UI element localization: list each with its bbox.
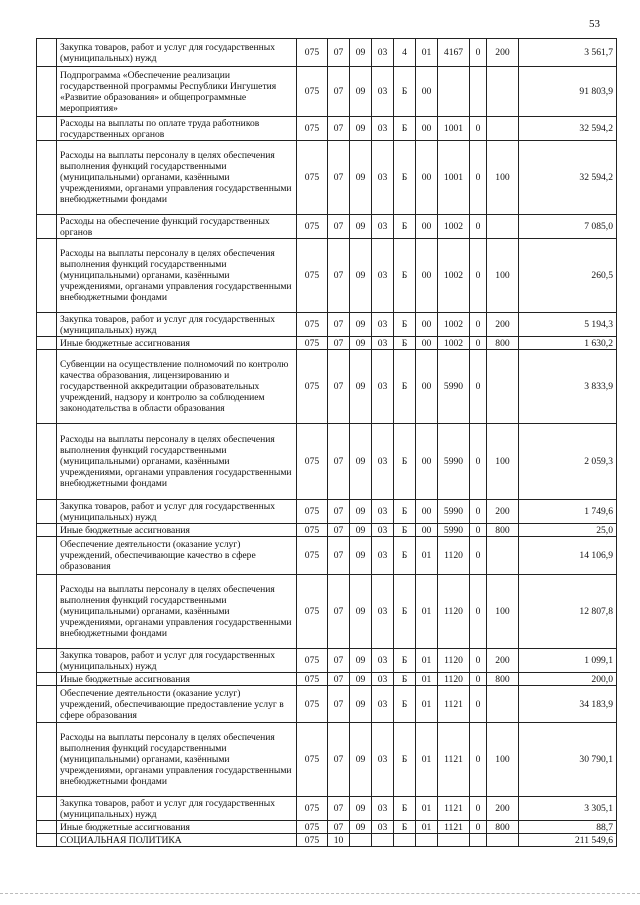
- section-code-cell: 07: [328, 39, 350, 67]
- subsection-code-cell: 09: [350, 797, 372, 821]
- subsection-code-cell: 09: [350, 313, 372, 337]
- row-margin-cell: [37, 239, 57, 313]
- page-number: 53: [589, 18, 600, 30]
- section-code-cell: 10: [328, 834, 350, 847]
- row-name-cell: Иные бюджетные ассигнования: [57, 821, 297, 834]
- direction-code-cell: 4167: [438, 39, 470, 67]
- direction-code-cell: 1121: [438, 723, 470, 797]
- sub-code-cell: 0: [470, 337, 487, 350]
- row-margin-cell: [37, 215, 57, 239]
- table-row: [37, 39, 617, 67]
- program-code-cell: 03: [372, 500, 394, 524]
- event-code-cell: 01: [416, 575, 438, 649]
- subsection-code-cell: 09: [350, 673, 372, 686]
- program-code-cell: 03: [372, 424, 394, 500]
- direction-code-cell: 1121: [438, 821, 470, 834]
- program-code-cell: 03: [372, 117, 394, 141]
- sub-code-cell: 0: [470, 141, 487, 215]
- expense-type-code-cell: 100: [487, 424, 519, 500]
- row-name-cell: Расходы на выплаты по оплате труда работников государственных органов: [57, 117, 297, 141]
- amount-cell: 25,0: [519, 524, 617, 537]
- section-code-cell: 07: [328, 723, 350, 797]
- row-name-cell: Иные бюджетные ассигнования: [57, 673, 297, 686]
- subprogram-code-cell: Б: [394, 797, 416, 821]
- expense-type-code-cell: 200: [487, 313, 519, 337]
- ministry-code-cell: 075: [297, 215, 328, 239]
- expense-type-code-cell: 200: [487, 797, 519, 821]
- table-row: [37, 575, 617, 649]
- ministry-code-cell: 075: [297, 575, 328, 649]
- row-margin-cell: [37, 821, 57, 834]
- event-code-cell: 00: [416, 141, 438, 215]
- sub-code-cell: 0: [470, 649, 487, 673]
- table-row: [37, 141, 617, 215]
- subsection-code-cell: [350, 834, 372, 847]
- section-code-cell: 07: [328, 575, 350, 649]
- amount-cell: 7 085,0: [519, 215, 617, 239]
- ministry-code-cell: 075: [297, 797, 328, 821]
- ministry-code-cell: 075: [297, 313, 328, 337]
- subprogram-code-cell: Б: [394, 575, 416, 649]
- sub-code-cell: 0: [470, 673, 487, 686]
- table-row: [37, 337, 617, 350]
- ministry-code-cell: 075: [297, 39, 328, 67]
- subsection-code-cell: 09: [350, 424, 372, 500]
- ministry-code-cell: 075: [297, 500, 328, 524]
- expense-type-code-cell: [487, 834, 519, 847]
- row-margin-cell: [37, 797, 57, 821]
- section-code-cell: 07: [328, 524, 350, 537]
- expense-type-code-cell: [487, 215, 519, 239]
- program-code-cell: 03: [372, 723, 394, 797]
- row-name-cell: Иные бюджетные ассигнования: [57, 337, 297, 350]
- row-margin-cell: [37, 686, 57, 723]
- section-code-cell: 07: [328, 141, 350, 215]
- ministry-code-cell: 075: [297, 649, 328, 673]
- ministry-code-cell: 075: [297, 723, 328, 797]
- row-name-cell: Обеспечение деятельности (оказание услуг) учреждений, обеспечивающие качество в сфере образования: [57, 537, 297, 575]
- expense-type-code-cell: 800: [487, 821, 519, 834]
- sub-code-cell: 0: [470, 215, 487, 239]
- ministry-code-cell: 075: [297, 673, 328, 686]
- ministry-code-cell: 075: [297, 337, 328, 350]
- table-row: [37, 524, 617, 537]
- expense-type-code-cell: 800: [487, 673, 519, 686]
- amount-cell: 3 305,1: [519, 797, 617, 821]
- table-row: [37, 67, 617, 117]
- subsection-code-cell: 09: [350, 686, 372, 723]
- program-code-cell: 03: [372, 39, 394, 67]
- subprogram-code-cell: Б: [394, 821, 416, 834]
- program-code-cell: 03: [372, 239, 394, 313]
- row-name-cell: Расходы на обеспечение функций государственных органов: [57, 215, 297, 239]
- table-row: [37, 673, 617, 686]
- section-code-cell: 07: [328, 350, 350, 424]
- event-code-cell: 01: [416, 649, 438, 673]
- sub-code-cell: 0: [470, 797, 487, 821]
- row-name-cell: Подпрограмма «Обеспечение реализации государственной программы Республики Ингушетия «Развитие образования» и общепрограммные мероприятия»: [57, 67, 297, 117]
- row-name-cell: СОЦИАЛЬНАЯ ПОЛИТИКА: [57, 834, 297, 847]
- subsection-code-cell: 09: [350, 524, 372, 537]
- subsection-code-cell: 09: [350, 337, 372, 350]
- sub-code-cell: 0: [470, 575, 487, 649]
- event-code-cell: 00: [416, 313, 438, 337]
- event-code-cell: 00: [416, 524, 438, 537]
- row-margin-cell: [37, 723, 57, 797]
- direction-code-cell: [438, 834, 470, 847]
- program-code-cell: 03: [372, 575, 394, 649]
- expense-type-code-cell: 100: [487, 575, 519, 649]
- table-row: [37, 821, 617, 834]
- table-row: [37, 215, 617, 239]
- subprogram-code-cell: Б: [394, 117, 416, 141]
- subsection-code-cell: 09: [350, 723, 372, 797]
- subprogram-code-cell: 4: [394, 39, 416, 67]
- table-row: [37, 834, 617, 847]
- subprogram-code-cell: Б: [394, 649, 416, 673]
- subprogram-code-cell: Б: [394, 524, 416, 537]
- table-row: [37, 723, 617, 797]
- ministry-code-cell: 075: [297, 537, 328, 575]
- ministry-code-cell: 075: [297, 524, 328, 537]
- expense-type-code-cell: [487, 537, 519, 575]
- row-name-cell: Расходы на выплаты персоналу в целях обеспечения выполнения функций государственными (муниципальными) органами, казёнными учреждениями, органами управления государственными внебюджетными фондами: [57, 723, 297, 797]
- expense-type-code-cell: 100: [487, 723, 519, 797]
- amount-cell: 1 749,6: [519, 500, 617, 524]
- direction-code-cell: 1002: [438, 313, 470, 337]
- direction-code-cell: 1120: [438, 673, 470, 686]
- row-margin-cell: [37, 313, 57, 337]
- section-code-cell: 07: [328, 117, 350, 141]
- subprogram-code-cell: Б: [394, 500, 416, 524]
- direction-code-cell: 1002: [438, 215, 470, 239]
- direction-code-cell: 1120: [438, 575, 470, 649]
- event-code-cell: 00: [416, 67, 438, 117]
- sub-code-cell: 0: [470, 537, 487, 575]
- expense-type-code-cell: 200: [487, 39, 519, 67]
- page-bottom-edge: [0, 893, 640, 894]
- amount-cell: 260,5: [519, 239, 617, 313]
- row-margin-cell: [37, 117, 57, 141]
- direction-code-cell: 1002: [438, 239, 470, 313]
- row-name-cell: Закупка товаров, работ и услуг для государственных (муниципальных) нужд: [57, 649, 297, 673]
- table-row: [37, 649, 617, 673]
- budget-table: [36, 38, 617, 847]
- subprogram-code-cell: Б: [394, 313, 416, 337]
- section-code-cell: 07: [328, 337, 350, 350]
- subsection-code-cell: 09: [350, 821, 372, 834]
- subprogram-code-cell: Б: [394, 723, 416, 797]
- event-code-cell: 00: [416, 239, 438, 313]
- subsection-code-cell: 09: [350, 239, 372, 313]
- subprogram-code-cell: Б: [394, 337, 416, 350]
- subsection-code-cell: 09: [350, 537, 372, 575]
- direction-code-cell: 1120: [438, 537, 470, 575]
- budget-table-body: [37, 39, 617, 847]
- expense-type-code-cell: 100: [487, 239, 519, 313]
- section-code-cell: 07: [328, 215, 350, 239]
- expense-type-code-cell: [487, 67, 519, 117]
- subsection-code-cell: 09: [350, 575, 372, 649]
- subprogram-code-cell: Б: [394, 239, 416, 313]
- amount-cell: 14 106,9: [519, 537, 617, 575]
- event-code-cell: 01: [416, 537, 438, 575]
- expense-type-code-cell: [487, 686, 519, 723]
- amount-cell: 5 194,3: [519, 313, 617, 337]
- table-row: [37, 797, 617, 821]
- event-code-cell: [416, 834, 438, 847]
- event-code-cell: 00: [416, 350, 438, 424]
- subsection-code-cell: 09: [350, 215, 372, 239]
- subsection-code-cell: 09: [350, 350, 372, 424]
- row-margin-cell: [37, 649, 57, 673]
- subsection-code-cell: 09: [350, 39, 372, 67]
- direction-code-cell: 1121: [438, 686, 470, 723]
- table-row: [37, 239, 617, 313]
- amount-cell: 34 183,9: [519, 686, 617, 723]
- table-row: [37, 313, 617, 337]
- program-code-cell: 03: [372, 215, 394, 239]
- row-margin-cell: [37, 673, 57, 686]
- table-row: [37, 500, 617, 524]
- section-code-cell: 07: [328, 673, 350, 686]
- amount-cell: 88,7: [519, 821, 617, 834]
- sub-code-cell: 0: [470, 723, 487, 797]
- subsection-code-cell: 09: [350, 117, 372, 141]
- amount-cell: 3 833,9: [519, 350, 617, 424]
- direction-code-cell: 1121: [438, 797, 470, 821]
- ministry-code-cell: 075: [297, 350, 328, 424]
- section-code-cell: 07: [328, 649, 350, 673]
- subprogram-code-cell: Б: [394, 537, 416, 575]
- program-code-cell: 03: [372, 67, 394, 117]
- subsection-code-cell: 09: [350, 649, 372, 673]
- amount-cell: 2 059,3: [519, 424, 617, 500]
- section-code-cell: 07: [328, 424, 350, 500]
- row-name-cell: Расходы на выплаты персоналу в целях обеспечения выполнения функций государственными (муниципальными) органами, казёнными учреждениями, органами управления государственными внебюджетными фондами: [57, 141, 297, 215]
- section-code-cell: 07: [328, 686, 350, 723]
- row-name-cell: Закупка товаров, работ и услуг для государственных (муниципальных) нужд: [57, 39, 297, 67]
- ministry-code-cell: 075: [297, 239, 328, 313]
- event-code-cell: 01: [416, 723, 438, 797]
- row-name-cell: Расходы на выплаты персоналу в целях обеспечения выполнения функций государственными (муниципальными) органами, казёнными учреждениями, органами управления государственными внебюджетными фондами: [57, 575, 297, 649]
- row-margin-cell: [37, 524, 57, 537]
- direction-code-cell: 5990: [438, 424, 470, 500]
- sub-code-cell: 0: [470, 313, 487, 337]
- subprogram-code-cell: Б: [394, 673, 416, 686]
- ministry-code-cell: 075: [297, 424, 328, 500]
- section-code-cell: 07: [328, 537, 350, 575]
- program-code-cell: [372, 834, 394, 847]
- amount-cell: 211 549,6: [519, 834, 617, 847]
- subsection-code-cell: 09: [350, 67, 372, 117]
- sub-code-cell: 0: [470, 117, 487, 141]
- event-code-cell: 00: [416, 337, 438, 350]
- subsection-code-cell: 09: [350, 141, 372, 215]
- row-name-cell: Иные бюджетные ассигнования: [57, 524, 297, 537]
- program-code-cell: 03: [372, 337, 394, 350]
- direction-code-cell: 1001: [438, 117, 470, 141]
- event-code-cell: 01: [416, 821, 438, 834]
- expense-type-code-cell: 800: [487, 524, 519, 537]
- amount-cell: 12 807,8: [519, 575, 617, 649]
- ministry-code-cell: 075: [297, 141, 328, 215]
- program-code-cell: 03: [372, 537, 394, 575]
- row-margin-cell: [37, 39, 57, 67]
- sub-code-cell: 0: [470, 424, 487, 500]
- amount-cell: 30 790,1: [519, 723, 617, 797]
- expense-type-code-cell: [487, 117, 519, 141]
- amount-cell: 1 630,2: [519, 337, 617, 350]
- section-code-cell: 07: [328, 67, 350, 117]
- row-margin-cell: [37, 337, 57, 350]
- amount-cell: 91 803,9: [519, 67, 617, 117]
- program-code-cell: 03: [372, 797, 394, 821]
- ministry-code-cell: 075: [297, 686, 328, 723]
- table-row: [37, 350, 617, 424]
- amount-cell: 32 594,2: [519, 141, 617, 215]
- program-code-cell: 03: [372, 350, 394, 424]
- subprogram-code-cell: Б: [394, 215, 416, 239]
- event-code-cell: 00: [416, 215, 438, 239]
- sub-code-cell: 0: [470, 500, 487, 524]
- sub-code-cell: 0: [470, 350, 487, 424]
- row-margin-cell: [37, 834, 57, 847]
- section-code-cell: 07: [328, 239, 350, 313]
- expense-type-code-cell: [487, 350, 519, 424]
- program-code-cell: 03: [372, 649, 394, 673]
- table-row: [37, 117, 617, 141]
- sub-code-cell: [470, 67, 487, 117]
- program-code-cell: 03: [372, 673, 394, 686]
- amount-cell: 200,0: [519, 673, 617, 686]
- program-code-cell: 03: [372, 313, 394, 337]
- row-margin-cell: [37, 575, 57, 649]
- program-code-cell: 03: [372, 686, 394, 723]
- amount-cell: 32 594,2: [519, 117, 617, 141]
- program-code-cell: 03: [372, 524, 394, 537]
- event-code-cell: 00: [416, 500, 438, 524]
- event-code-cell: 01: [416, 673, 438, 686]
- sub-code-cell: 0: [470, 821, 487, 834]
- row-name-cell: Расходы на выплаты персоналу в целях обеспечения выполнения функций государственными (муниципальными) органами, казёнными учреждениями, органами управления государственными внебюджетными фондами: [57, 424, 297, 500]
- amount-cell: 1 099,1: [519, 649, 617, 673]
- expense-type-code-cell: 200: [487, 500, 519, 524]
- expense-type-code-cell: 800: [487, 337, 519, 350]
- row-name-cell: Расходы на выплаты персоналу в целях обеспечения выполнения функций государственными (муниципальными) органами, казёнными учреждениями, органами управления государственными внебюджетными фондами: [57, 239, 297, 313]
- direction-code-cell: [438, 67, 470, 117]
- expense-type-code-cell: 100: [487, 141, 519, 215]
- subprogram-code-cell: Б: [394, 350, 416, 424]
- row-name-cell: Закупка товаров, работ и услуг для государственных (муниципальных) нужд: [57, 500, 297, 524]
- ministry-code-cell: 075: [297, 67, 328, 117]
- program-code-cell: 03: [372, 821, 394, 834]
- subprogram-code-cell: [394, 834, 416, 847]
- amount-cell: 3 561,7: [519, 39, 617, 67]
- direction-code-cell: 5990: [438, 500, 470, 524]
- row-margin-cell: [37, 67, 57, 117]
- ministry-code-cell: 075: [297, 834, 328, 847]
- event-code-cell: 01: [416, 39, 438, 67]
- event-code-cell: 01: [416, 686, 438, 723]
- sub-code-cell: 0: [470, 239, 487, 313]
- program-code-cell: 03: [372, 141, 394, 215]
- direction-code-cell: 5990: [438, 524, 470, 537]
- section-code-cell: 07: [328, 313, 350, 337]
- table-row: [37, 537, 617, 575]
- subsection-code-cell: 09: [350, 500, 372, 524]
- row-margin-cell: [37, 500, 57, 524]
- direction-code-cell: 1120: [438, 649, 470, 673]
- subprogram-code-cell: Б: [394, 141, 416, 215]
- direction-code-cell: 1001: [438, 141, 470, 215]
- ministry-code-cell: 075: [297, 821, 328, 834]
- sub-code-cell: 0: [470, 524, 487, 537]
- subprogram-code-cell: Б: [394, 686, 416, 723]
- row-name-cell: Обеспечение деятельности (оказание услуг) учреждений, обеспечивающие предоставление услуг в сфере образования: [57, 686, 297, 723]
- sub-code-cell: 0: [470, 686, 487, 723]
- table-row: [37, 686, 617, 723]
- sub-code-cell: [470, 834, 487, 847]
- row-margin-cell: [37, 537, 57, 575]
- direction-code-cell: 1002: [438, 337, 470, 350]
- subprogram-code-cell: Б: [394, 424, 416, 500]
- sub-code-cell: 0: [470, 39, 487, 67]
- ministry-code-cell: 075: [297, 117, 328, 141]
- row-margin-cell: [37, 424, 57, 500]
- table-row: [37, 424, 617, 500]
- row-name-cell: Закупка товаров, работ и услуг для государственных (муниципальных) нужд: [57, 797, 297, 821]
- section-code-cell: 07: [328, 500, 350, 524]
- event-code-cell: 01: [416, 797, 438, 821]
- row-margin-cell: [37, 141, 57, 215]
- row-margin-cell: [37, 350, 57, 424]
- event-code-cell: 00: [416, 424, 438, 500]
- subprogram-code-cell: Б: [394, 67, 416, 117]
- expense-type-code-cell: 200: [487, 649, 519, 673]
- row-name-cell: Закупка товаров, работ и услуг для государственных (муниципальных) нужд: [57, 313, 297, 337]
- event-code-cell: 00: [416, 117, 438, 141]
- section-code-cell: 07: [328, 797, 350, 821]
- section-code-cell: 07: [328, 821, 350, 834]
- row-name-cell: Субвенции на осуществление полномочий по контролю качества образования, лицензированию и государственной аккредитации образовательных учреждений, надзору и контролю за соблюдением законодательства в области образования: [57, 350, 297, 424]
- direction-code-cell: 5990: [438, 350, 470, 424]
